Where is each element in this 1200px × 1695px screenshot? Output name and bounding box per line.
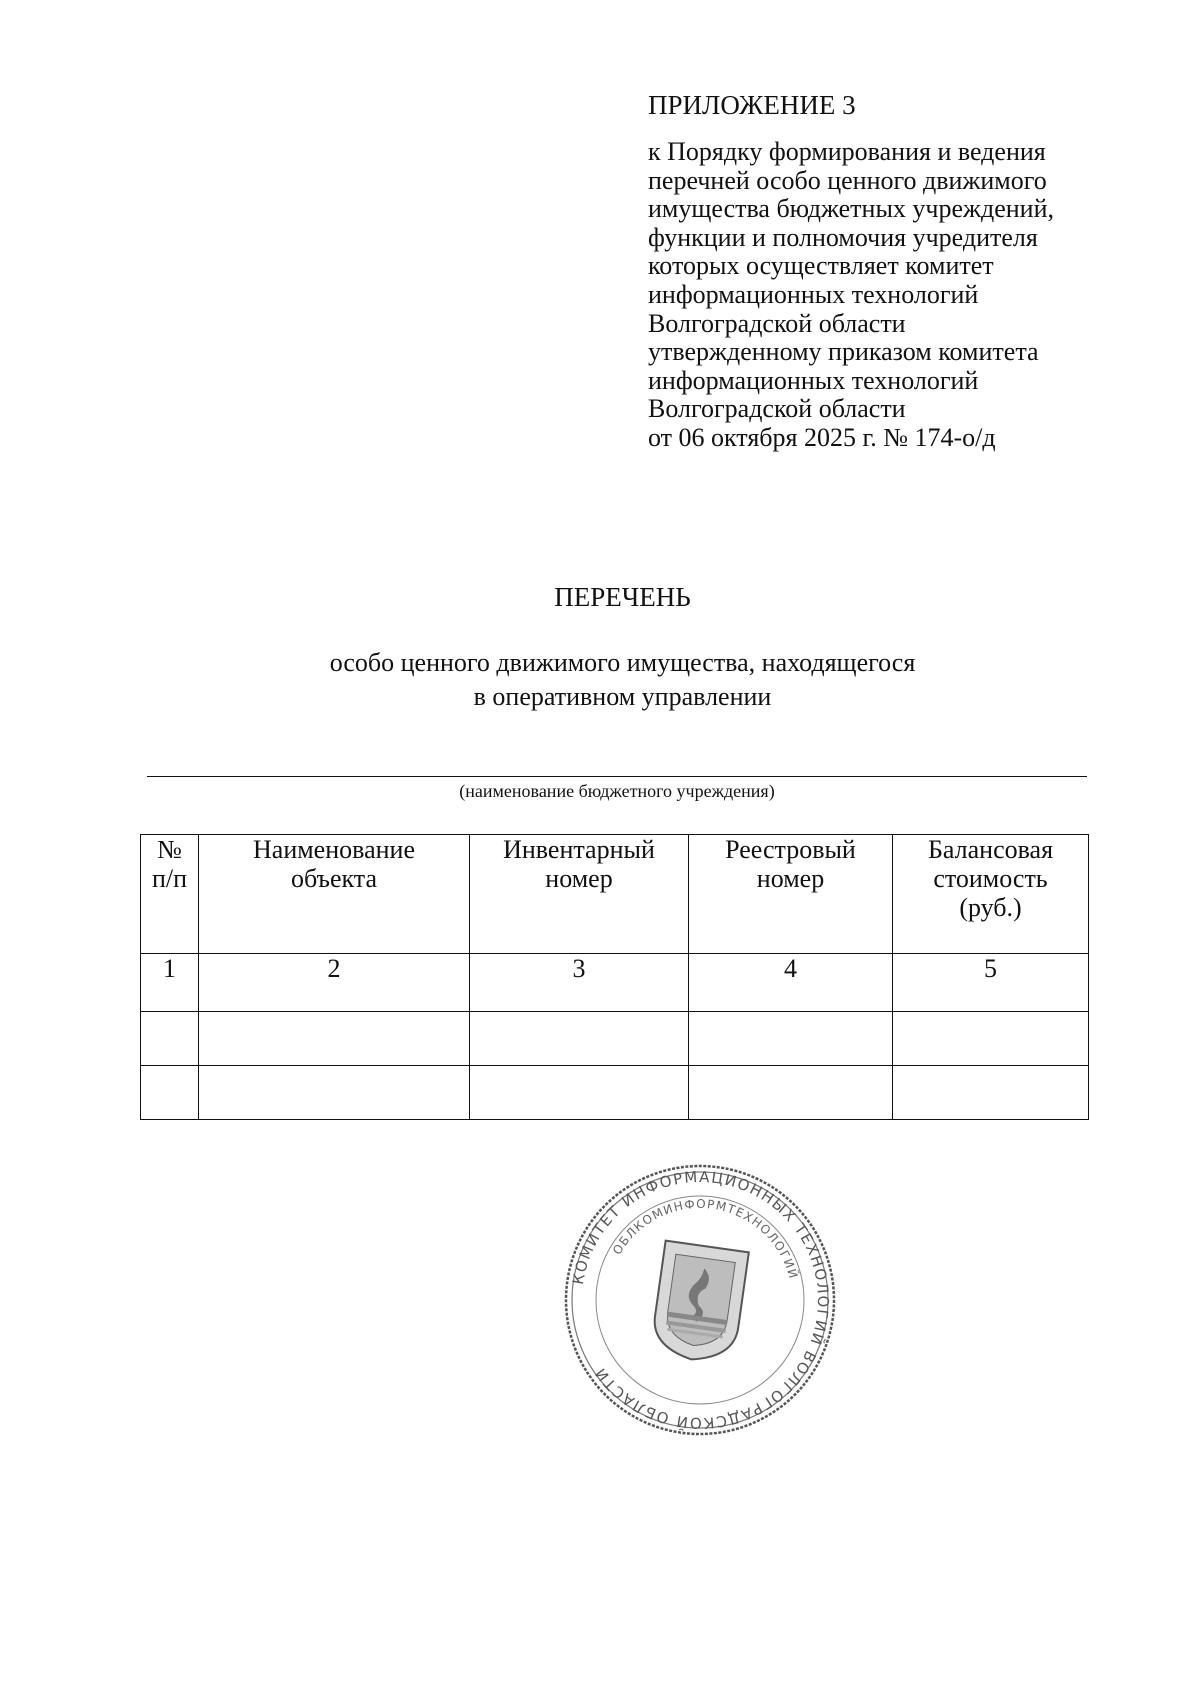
table-cell [141,1012,199,1066]
header-line: объекта [290,864,378,893]
column-number-cell: 1 [141,954,199,1012]
table-header-row [141,835,1089,954]
column-header [141,835,199,954]
appendix-line: которых осуществляет комитет [648,251,994,281]
header-line: стоимость [933,864,1048,893]
stamp-inner-text: ОБЛКОМИНФОРМТЕХНОЛОГИЙ [609,1196,801,1281]
appendix-line: Волгоградской области [648,394,906,424]
coat-of-arms-icon [650,1241,749,1366]
header-line: Балансовая [927,835,1054,864]
header-line: номер [756,864,825,893]
column-header [893,835,1089,954]
table-cell [470,1066,689,1120]
institution-name-caption: (наименование бюджетного учреждения) [459,781,775,801]
header-line: (руб.) [959,893,1022,922]
column-number-cell: 4 [689,954,893,1012]
subtitle-line: в оперативном управлении [473,682,772,711]
header-line: Реестровый [725,835,856,864]
table-cell [141,1066,199,1120]
column-header [199,835,470,954]
table-cell [689,1012,893,1066]
column-header [470,835,689,954]
appendix-line: информационных технологий [648,365,979,395]
appendix-line: информационных технологий [648,279,979,309]
header-line: п/п [151,864,188,893]
document-title: ПЕРЕЧЕНЬ [554,582,691,612]
column-number-cell: 5 [893,954,1089,1012]
header-line: Наименование [253,835,415,864]
official-stamp [560,1160,840,1440]
institution-name-line [147,776,1087,777]
stamp-outer-text: КОМИТЕТ ИНФОРМАЦИОННЫХ ТЕХНОЛОГИЙ ВОЛГОГРАДСКОЙ ОБЛАСТИ [568,1167,833,1433]
table-cell [199,1066,470,1120]
table-cell [199,1012,470,1066]
column-header [689,835,893,954]
appendix-line: к Порядку формирования и ведения [648,137,1046,166]
appendix-line: функции и полномочия учредителя [648,222,1038,252]
appendix-line: перечней особо ценного движимого [648,165,1047,195]
appendix-line: утвержденному приказом комитета [648,337,1039,367]
column-number-cell: 2 [199,954,470,1012]
appendix-block [648,90,1148,453]
appendix-title: ПРИЛОЖЕНИЕ 3 [648,90,856,120]
table-row [141,1012,1089,1066]
document-subtitle [0,646,1200,714]
appendix-line: от 06 октября 2025 г. № 174-о/д [648,422,996,452]
table-cell [689,1066,893,1120]
appendix-line: имущества бюджетных учреждений, [648,194,1055,224]
header-line: номер [545,864,613,893]
property-table [140,834,1089,1120]
table-cell [893,1012,1089,1066]
table-row [141,1066,1089,1120]
table-cell [470,1012,689,1066]
column-number-row [141,954,1089,1012]
header-line: Инвентарный [503,835,655,864]
table-cell [893,1066,1089,1120]
subtitle-line: особо ценного движимого имущества, находящегося [329,648,916,677]
appendix-line: Волгоградской области [648,308,906,338]
column-number-cell: 3 [470,954,689,1012]
header-line: № [157,835,182,864]
